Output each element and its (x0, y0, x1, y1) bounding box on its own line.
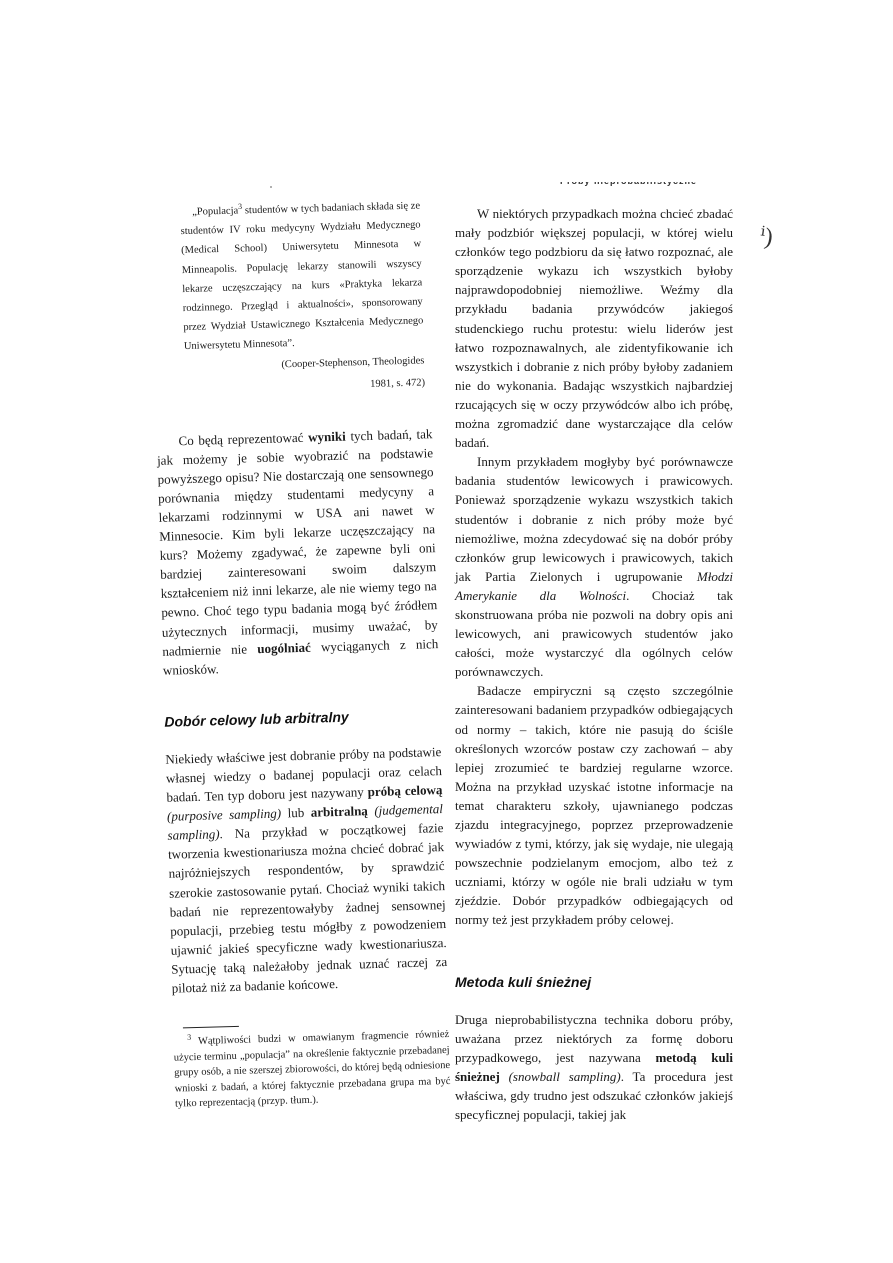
paragraph: Innym przykładem mogłyby być porównawcze badania studentów lewicowych i prawicowych. Ponieważ sporządzenie wykazu wszystkich takich studentów i dobranie z nich próby może być niemożliwe, można zdecydować się na dobór próby członków grup lewicowych i prawicowych, takich jak Partia Zielonych i ugrupowanie Młodzi Amerykanie dla Wolności. Chociaż tak skonstruowana próba nie pozwoli na dobry opis ani lewicowych, ani prawicowych studentów jako całości, może wystarczyć dla ogólnych celów porównawczych. (455, 454, 733, 680)
paragraph: Co będą reprezentować wyniki tych badań, tak jak możemy je sobie wyobrazić na podstawie powyższego opisu? Nie dostarczają one sensownego porównania między studentami medycyny a lekarzami rodzinnymi w USA ani nawet w Minnesocie. Kim byli lekarze uczęszczający na kurs? Możemy zgadywać, że zapewne byli oni bardziej zainteresowani swoim dalszym kształceniem niż inni lekarze, ale nie wiemy tego na pewno. Choć tego typu badania mogą być źródłem użytecznych informacji, musimy uważać, by nadmiernie nie uogólniać wyciąganych z nich wniosków. (156, 425, 439, 678)
right-column (455, 204, 733, 1124)
paragraph: Badacze empiryczni są często szczególnie zainteresowani badaniem przypadków odbiegających od normy – takich, które nie pasują do ściśle określonych wzorców postaw czy zachowań – aby lepiej zrozumieć te bardziej regularne wzorce. Można na przykład uzyskać istotne informacje na temat charakteru szkoły, ujawnianego podczas zjazdu integracyjnego, poprzez przeprowadzenie wywiadów z tymi, którzy, jak się wydaje, nie ulegają powszechnie podzielanym emocjom, albo też z uczniami, którzy w ogóle nie brali udziału w tym zjeździe. Dobór przypadków odbiegających od normy też jest przykładem próby celowej. (455, 683, 733, 928)
left-column (150, 196, 451, 1112)
section-heading: Metoda kuli śnieżnej (455, 973, 592, 990)
margin-pencil-mark: ⁱ) (758, 223, 775, 251)
footnote-ref: 3 (237, 201, 243, 212)
paragraph: Druga nieprobabilistyczna technika doboru próby, uważana przez niektórych za formę doboru przypadkowego, jest nazywana metodą kuli śnieżnej (snowball sampling). Ta procedura jest właściwa, gdy trudno jest odszukać członków jakiejś specyficznej populacji, takiej jak (455, 1011, 733, 1123)
running-head (560, 176, 740, 190)
footnote-divider (183, 1026, 239, 1029)
paragraph: W niektórych przypadkach można chcieć zbadać mały podzbiór większej populacji, w której wielu członków tego podzbioru da się łatwo rozpoznać, ale sporządzenie wykazu ich wszystkich byłoby najprawdopodobniej niemożliwe. Weźmy dla przykładu badania przywódców jakiegoś studenckiego ruchu protestu: wielu liderów jest łatwo rozpoznawalnych, ale zidentyfikowanie ich wszystkich i dobranie z nich próby byłoby zadaniem nie do wykonania. Badając wszystkich najbardziej rzucających się w oczy przywódców albo ich próbę, można zgromadzić dane wystarczające dla celów badań. (455, 206, 733, 451)
section-heading: Dobór celowy lub arbitralny (164, 708, 349, 730)
block-quote: „Populacja$^3$ studentów w tych badaniach składa się ze studentów IV roku medycyny Wydziału Medycznego (Medical School) Uniwersytetu Minnesota w Minneapolis. Populację lekarzy stanowili wszyscy lekarze uczęszczający na kurs «Praktyka lekarza rodzinnego. Przegląd i aktualności», sponsorowany przez Wydział Ustawicznego Kształcenia Medycznego Uniwersytetu Minnesota”. (180, 200, 424, 353)
footnote: $^3$ Wątpliwości budzi w omawianym fragmencie również użycie terminu „populacja” na określenie faktycznie przebadanej grupy osób, a nie szerszej zbiorowości, do której będą odniesione wnioski z badań, a której faktycznie przebadana grupa ma być tylko reprezentacją (przyp. tłum.). (173, 1029, 451, 1110)
scan-speck (270, 186, 272, 188)
quote-citation: (Cooper-Stephenson, Theologides 1981, s. 472) (281, 355, 426, 390)
paragraph: Niekiedy właściwe jest dobranie próby na podstawie własnej wiedzy o badanej populacji oraz celach badań. Ten typ doboru jest nazywany próbą celową (purposive sampling) lub arbitralną (judgemental sampling). Na przykład w początkowej fazie tworzenia kwestionariusza można chcieć dobrać jak najróżniejszych respondentów, by sprawdzić szerokie zastosowanie pytań. Chociaż wyniki takich badań nie reprezentowałyby żadnej sensownej populacji, przebieg testu mógłby z powodzeniem ujawnić jakieś specyficzne wady kwestionariusza. Sytuację taką należałoby jednak uznać raczej za pilotaż niż za badanie końcowe. (165, 743, 448, 996)
